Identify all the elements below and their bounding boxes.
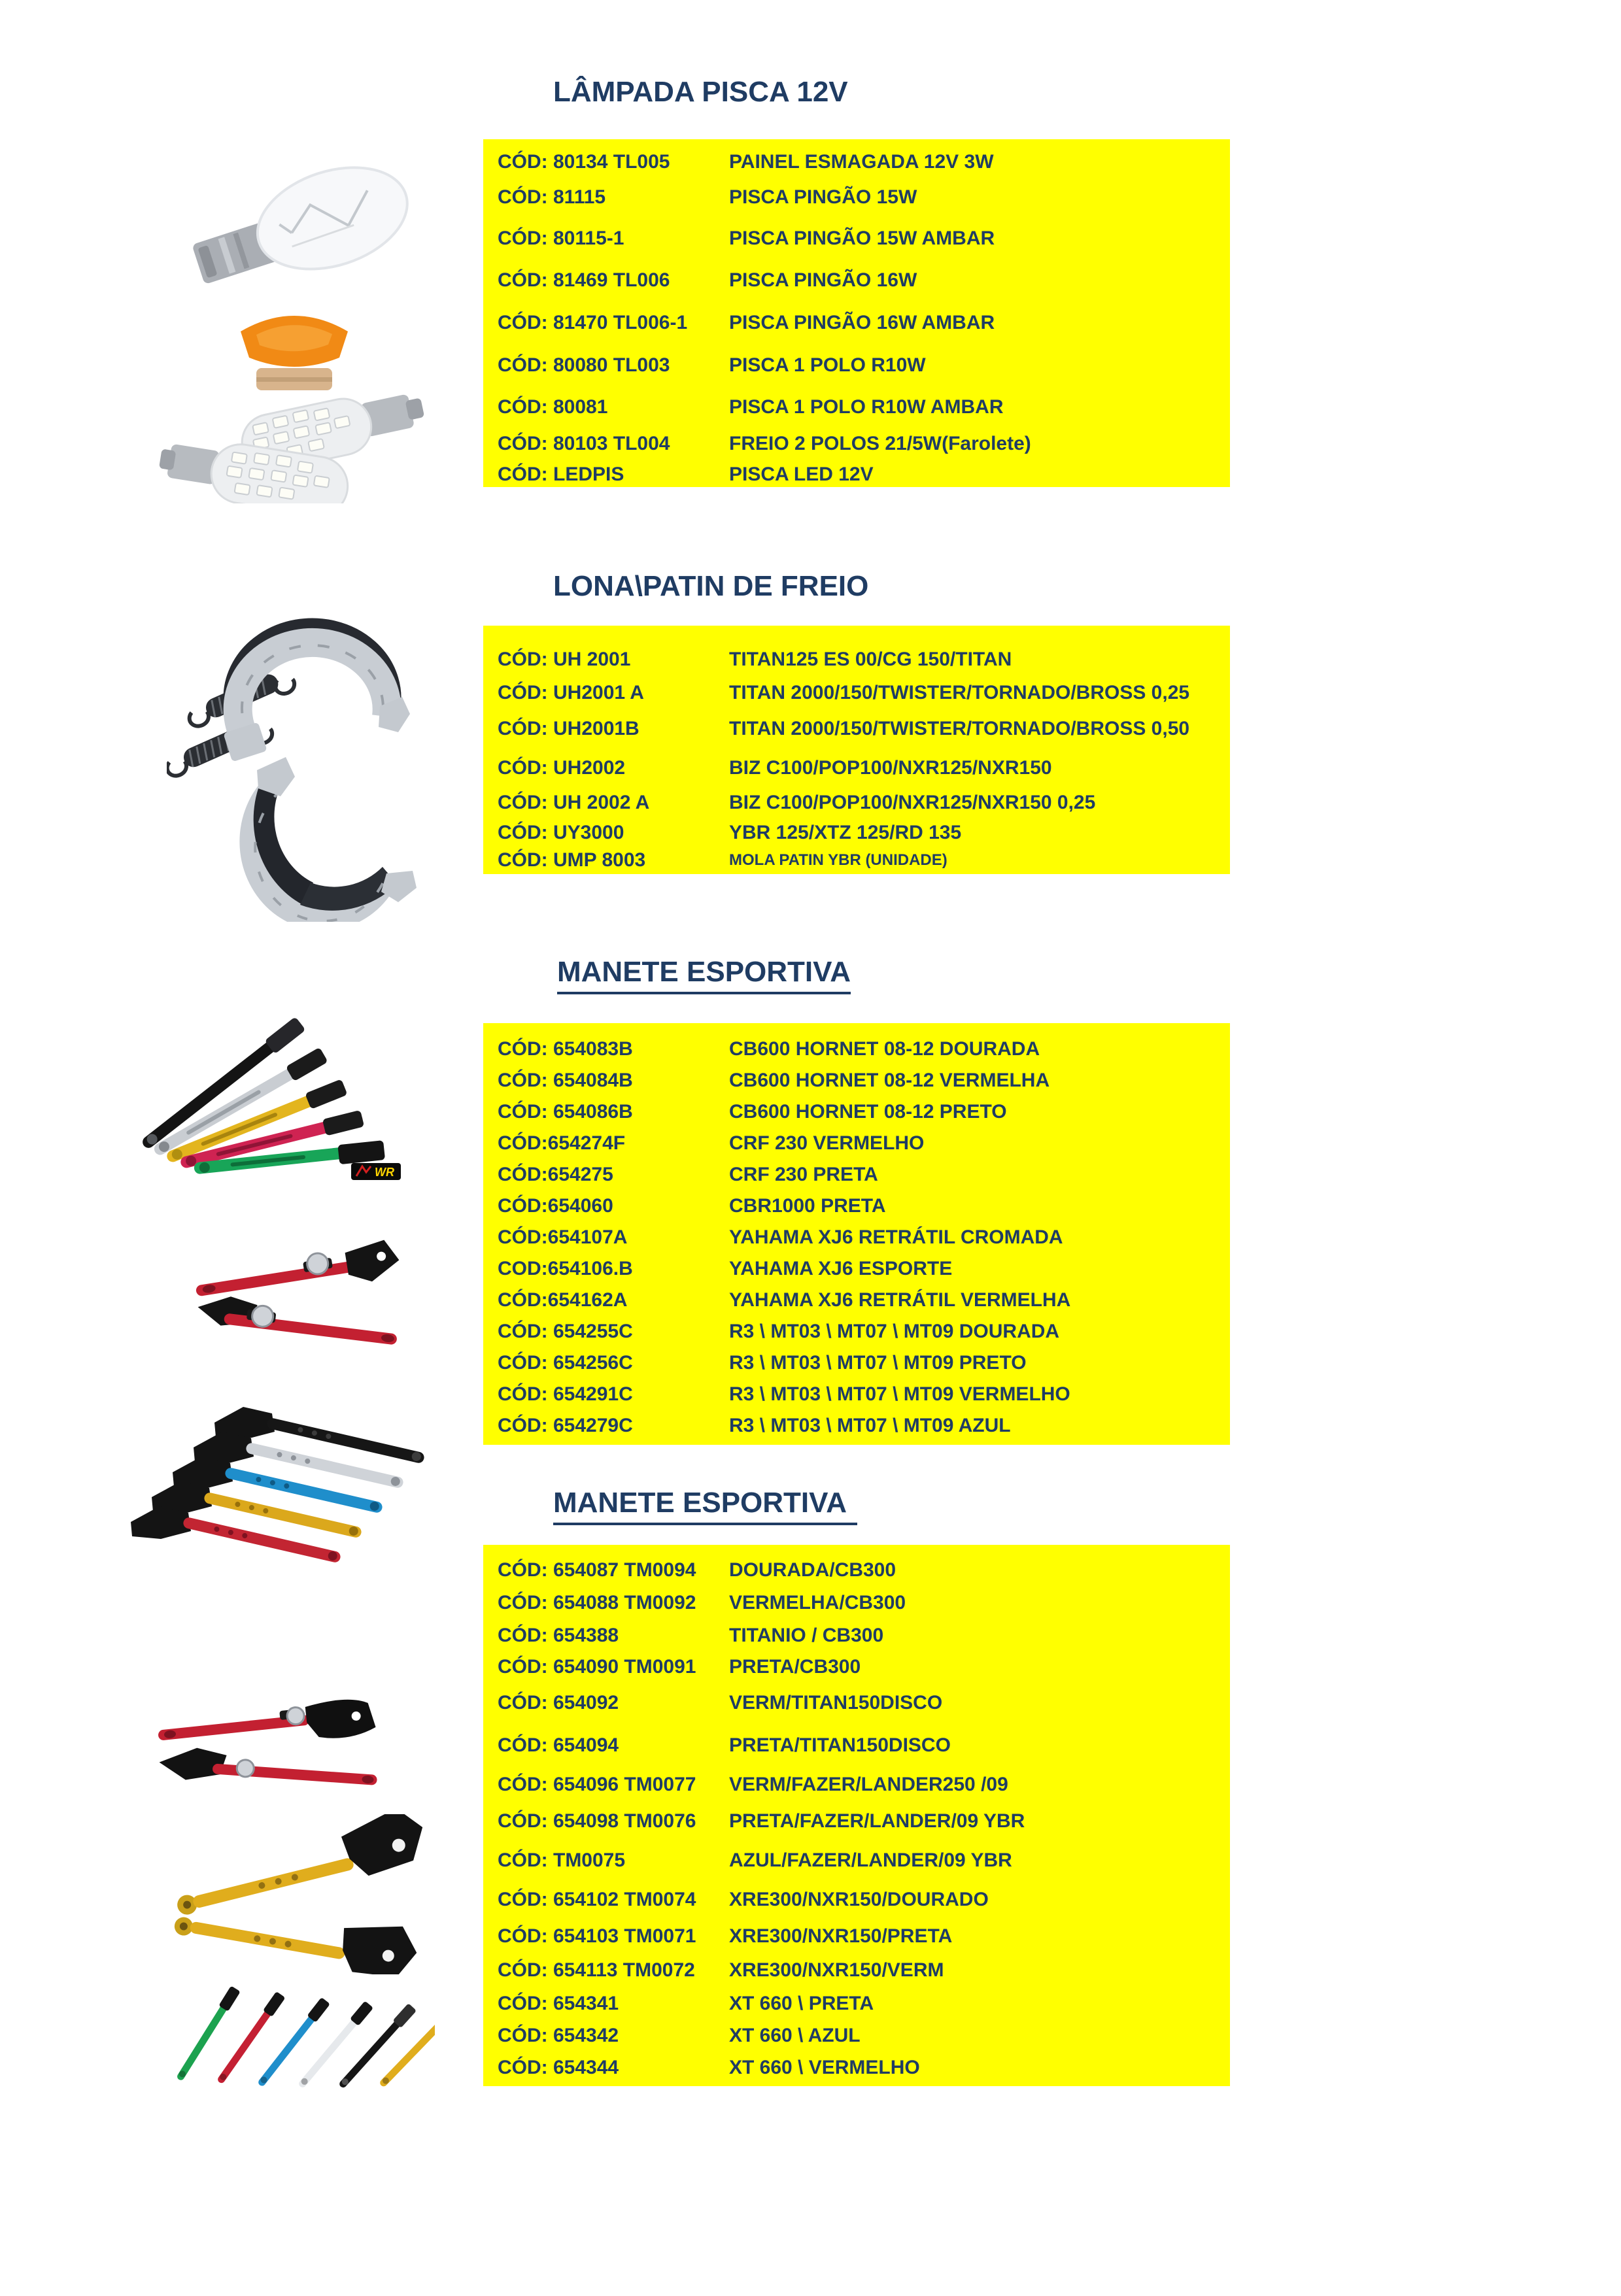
- table-row: [483, 301, 1230, 345]
- table-row: [483, 819, 1230, 847]
- product-code: CÓD: TM0075: [498, 1849, 626, 1871]
- table-row: [483, 260, 1230, 301]
- wr-logo-text: WR: [375, 1166, 394, 1179]
- table-row: [483, 177, 1230, 218]
- product-desc: R3 \ MT03 \ MT07 \ MT09 VERMELHO: [729, 1383, 1070, 1405]
- table-row: [483, 1253, 1230, 1285]
- product-desc: BIZ C100/POP100/NXR125/NXR150: [729, 756, 1052, 779]
- cnc-levers-fan-photo: [111, 1399, 432, 1589]
- product-desc: XT 660 \ PRETA: [729, 1992, 874, 2014]
- product-desc: XRE300/NXR150/VERM: [729, 1959, 944, 1981]
- product-desc: PISCA PINGÃO 16W: [729, 269, 917, 291]
- product-desc: VERM/TITAN150DISCO: [729, 1692, 943, 1714]
- product-desc: YBR 125/XTZ 125/RD 135: [729, 821, 962, 843]
- table-row: [483, 1347, 1230, 1379]
- product-desc: DOURADA/CB300: [729, 1559, 896, 1581]
- product-code: CÓD: 654291C: [498, 1383, 633, 1405]
- product-code: CÓD: 654388: [498, 1625, 619, 1646]
- product-code: CÓD: UY3000: [498, 821, 624, 843]
- table-row: [483, 2019, 1230, 2051]
- product-desc: PISCA PINGÃO 15W: [729, 186, 917, 208]
- section-title-manete-2: MANETE ESPORTIVA: [553, 1487, 857, 1525]
- table-row: [483, 1681, 1230, 1725]
- product-code: CÓD: UH2001B: [498, 718, 640, 739]
- product-desc: R3 \ MT03 \ MT07 \ MT09 DOURADA: [729, 1321, 1060, 1342]
- product-desc: TITAN125 ES 00/CG 150/TITAN: [729, 649, 1012, 670]
- table-row: [483, 218, 1230, 260]
- table-row: [483, 1096, 1230, 1128]
- product-desc: TITAN 2000/150/TWISTER/TORNADO/BROSS 0,25: [729, 681, 1190, 703]
- product-desc: PISCA 1 POLO R10W AMBAR: [729, 396, 1004, 418]
- product-code: CÓD: 80081: [498, 396, 608, 418]
- product-code: CÓD: 80080 TL003: [498, 354, 670, 376]
- product-code: CÓD: 654341: [498, 1992, 619, 2014]
- product-code: CÓD: 654103 TM0071: [498, 1925, 696, 1947]
- product-code: CÓD: 654090 TM0091: [498, 1655, 696, 1678]
- product-desc: CB600 HORNET 08-12 PRETO: [729, 1101, 1007, 1123]
- product-code: CÓD: 654255C: [498, 1321, 633, 1342]
- table-row: [483, 1379, 1230, 1410]
- table-row: [483, 1880, 1230, 1919]
- product-code: CÓD: 654256C: [498, 1352, 633, 1374]
- table-row: [483, 1987, 1230, 2019]
- section-title-manete-1: MANETE ESPORTIVA: [557, 956, 851, 994]
- table-row: [483, 1316, 1230, 1347]
- product-desc: VERM/FAZER/LANDER250 /09: [729, 1773, 1008, 1795]
- table-row: [483, 1919, 1230, 1953]
- table-row: [483, 1953, 1230, 1987]
- product-code: CÓD: 654084B: [498, 1070, 633, 1091]
- table-row: [483, 386, 1230, 428]
- wr-logo: [351, 1163, 401, 1180]
- table-row: [483, 1159, 1230, 1190]
- product-code: CÓD: UH2001 A: [498, 681, 644, 703]
- table-row: [483, 749, 1230, 786]
- product-code: CÓD:654274F: [498, 1132, 626, 1154]
- product-desc: XT 660 \ AZUL: [729, 2024, 861, 2046]
- product-code: CÓD: 654092: [498, 1692, 619, 1714]
- table-row: [483, 1222, 1230, 1253]
- product-desc: PISCA 1 POLO R10W: [729, 354, 926, 376]
- product-table-lampada: [483, 139, 1230, 487]
- product-code: CÓD: 654102 TM0074: [498, 1889, 696, 1910]
- product-desc: AZUL/FAZER/LANDER/09 YBR: [729, 1849, 1012, 1871]
- table-row: [483, 1034, 1230, 1065]
- product-desc: YAHAMA XJ6 RETRÁTIL VERMELHA: [729, 1289, 1071, 1311]
- table-row: [483, 786, 1230, 819]
- product-desc: XRE300/NXR150/PRETA: [729, 1925, 953, 1947]
- red-levers-pair-photo: [183, 1229, 412, 1366]
- product-desc: BIZ C100/POP100/NXR125/NXR150 0,25: [729, 791, 1096, 813]
- product-desc: PAINEL ESMAGADA 12V 3W: [729, 151, 994, 173]
- product-desc: YAHAMA XJ6 ESPORTE: [729, 1258, 953, 1279]
- product-code: CÓD: UH 2001: [498, 649, 631, 670]
- table-row: [483, 1652, 1230, 1681]
- product-code: CÓD: 654279C: [498, 1415, 633, 1436]
- table-row: [483, 345, 1230, 386]
- product-desc: XT 660 \ VERMELHO: [729, 2056, 920, 2078]
- product-code: CÓD: 654344: [498, 2056, 619, 2078]
- product-code: CÓD: LEDPIS: [498, 464, 624, 485]
- product-code: CÓD: 81115: [498, 186, 606, 208]
- product-code: CÓD: 80134 TL005: [498, 151, 670, 173]
- product-desc: CB600 HORNET 08-12 DOURADA: [729, 1038, 1040, 1060]
- product-desc: PRETA/FAZER/LANDER/09 YBR: [729, 1810, 1025, 1832]
- product-code: CÓD: 654083B: [498, 1038, 633, 1060]
- table-row: [483, 847, 1230, 874]
- product-code: CÓD: 654342: [498, 2024, 619, 2046]
- table-row: [483, 2051, 1230, 2084]
- product-code: CÓD: 81469 TL006: [498, 269, 670, 291]
- product-desc: R3 \ MT03 \ MT07 \ MT09 PRETO: [729, 1352, 1027, 1374]
- sport-levers-fan-photo: [121, 1017, 409, 1183]
- table-row: [483, 1285, 1230, 1316]
- table-row: [483, 1766, 1230, 1802]
- product-code: CÓD: 654094: [498, 1734, 619, 1756]
- section-title-lampada: LÂMPADA PISCA 12V: [553, 76, 848, 108]
- product-desc: CBR1000 PRETA: [729, 1195, 886, 1217]
- table-row: [483, 428, 1230, 460]
- product-code: CÓD: 654087 TM0094: [498, 1559, 696, 1581]
- table-row: [483, 1587, 1230, 1619]
- product-desc: CB600 HORNET 08-12 VERMELHA: [729, 1070, 1050, 1091]
- product-code: CÓD:654275: [498, 1164, 613, 1185]
- table-row: [483, 709, 1230, 749]
- product-table-manete-1: [483, 1023, 1230, 1445]
- product-code: CÓD: 80115-1: [498, 228, 624, 249]
- product-code: CÓD: 80103 TL004: [498, 433, 670, 454]
- product-code: CÓD: UH 2002 A: [498, 791, 650, 813]
- product-desc: PRETA/TITAN150DISCO: [729, 1734, 951, 1756]
- product-desc: PISCA LED 12V: [729, 464, 874, 485]
- product-desc: TITANIO / CB300: [729, 1625, 884, 1646]
- product-code: CÓD: UH2002: [498, 756, 626, 779]
- product-desc: PISCA PINGÃO 15W AMBAR: [729, 228, 995, 249]
- mini-levers-fan-photo: [154, 1974, 435, 2095]
- table-row: [483, 1065, 1230, 1096]
- red-black-levers-photo: [147, 1687, 402, 1804]
- table-row: [483, 643, 1230, 677]
- product-desc: TITAN 2000/150/TWISTER/TORNADO/BROSS 0,50: [729, 718, 1190, 739]
- product-desc: MOLA PATIN YBR (UNIDADE): [729, 851, 947, 869]
- product-code: CÓD:654162A: [498, 1289, 628, 1311]
- table-row: [483, 460, 1230, 490]
- table-row: [483, 1840, 1230, 1880]
- product-code: CÓD: 654113 TM0072: [498, 1959, 695, 1981]
- table-row: [483, 1190, 1230, 1222]
- product-desc: FREIO 2 POLOS 21/5W(Farolete): [729, 433, 1031, 454]
- product-code: CÓD: 654098 TM0076: [498, 1810, 696, 1832]
- table-row: [483, 1128, 1230, 1159]
- product-desc: VERMELHA/CB300: [729, 1592, 906, 1613]
- product-table-manete-2: [483, 1545, 1230, 2086]
- table-row: [483, 147, 1230, 177]
- signal-bulbs-photo: [157, 147, 432, 503]
- product-desc: PRETA/CB300: [729, 1655, 861, 1678]
- product-code: CÓD: 654088 TM0092: [498, 1592, 696, 1613]
- table-row: [483, 1410, 1230, 1442]
- product-desc: R3 \ MT03 \ MT07 \ MT09 AZUL: [729, 1415, 1011, 1436]
- table-row: [483, 1802, 1230, 1840]
- brake-shoes-photo: [167, 615, 441, 922]
- product-desc: YAHAMA XJ6 RETRÁTIL CROMADA: [729, 1226, 1063, 1248]
- product-code: CÓD: 654086B: [498, 1101, 633, 1123]
- table-row: [483, 1725, 1230, 1766]
- table-row: [483, 1619, 1230, 1652]
- product-code: CÓD:654060: [498, 1195, 613, 1217]
- gold-levers-photo: [160, 1814, 435, 1974]
- product-desc: CRF 230 PRETA: [729, 1164, 878, 1185]
- product-code: CÓD: 654096 TM0077: [498, 1773, 696, 1795]
- product-desc: PISCA PINGÃO 16W AMBAR: [729, 312, 995, 333]
- product-code: CÓD: UMP 8003: [498, 849, 646, 871]
- product-desc: XRE300/NXR150/DOURADO: [729, 1889, 989, 1910]
- table-row: [483, 677, 1230, 709]
- section-title-lona: LONA\PATIN DE FREIO: [553, 570, 869, 602]
- product-code: CÓD:654107A: [498, 1226, 628, 1248]
- product-code: COD:654106.B: [498, 1258, 633, 1279]
- product-table-lona: [483, 626, 1230, 874]
- table-row: [483, 1554, 1230, 1587]
- product-desc: CRF 230 VERMELHO: [729, 1132, 925, 1154]
- product-code: CÓD: 81470 TL006-1: [498, 312, 688, 333]
